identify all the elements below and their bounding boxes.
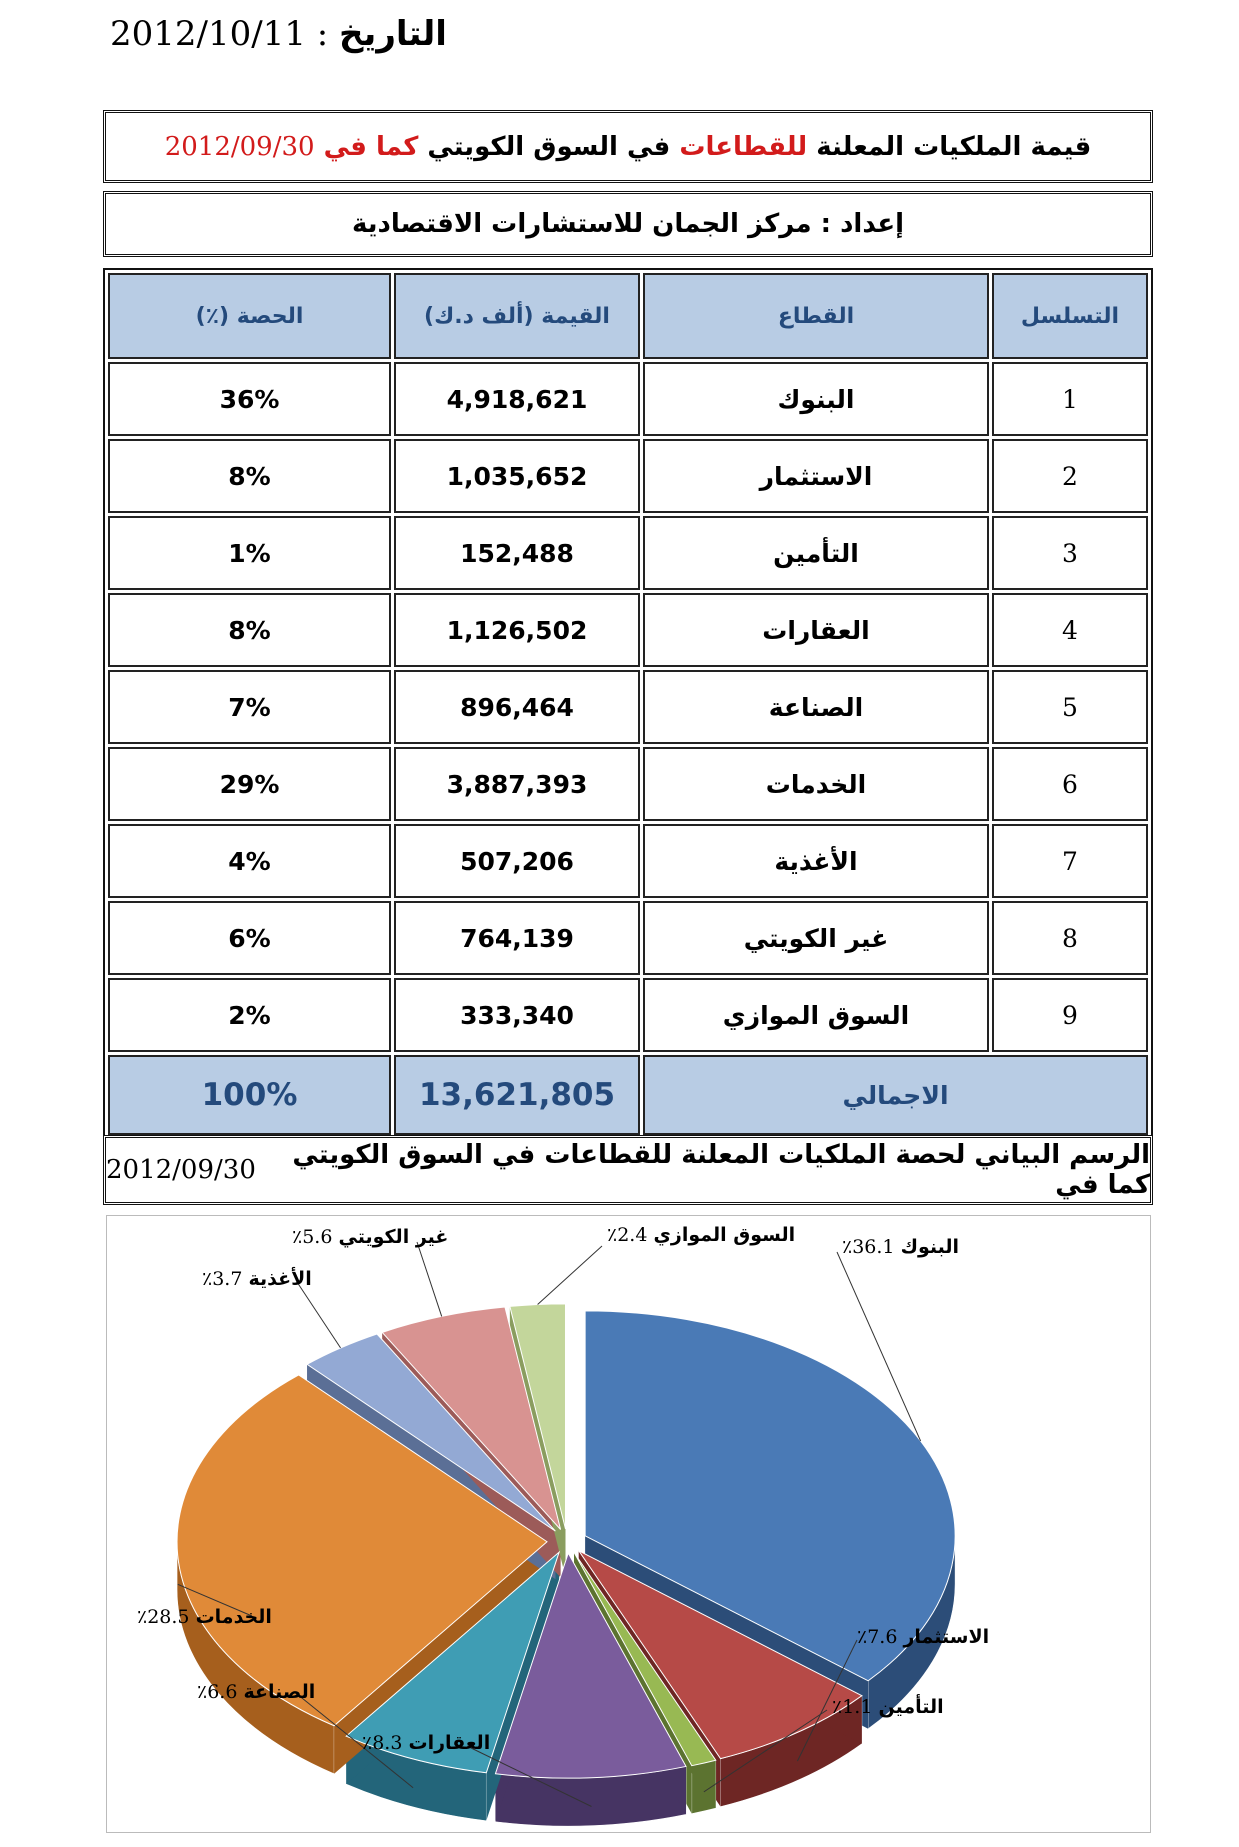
date-label: التاريخ (339, 14, 447, 54)
pie-label-value (292, 1226, 332, 1248)
row-value: 764,139 (394, 901, 640, 975)
row-seq: 3 (992, 516, 1148, 590)
pie-label-number: 8.3 (372, 1732, 403, 1754)
pie-label-value (202, 1268, 242, 1290)
row-sector: العقارات (643, 593, 989, 667)
table-row (108, 362, 1148, 436)
leader-line-غير الكويتي (417, 1242, 442, 1316)
row-sector: البنوك (643, 362, 989, 436)
row-seq: 9 (992, 978, 1148, 1052)
pie-label-number: 6.6 (207, 1681, 238, 1703)
row-value: 1,035,652 (394, 439, 640, 513)
row-share: 2% (108, 978, 391, 1052)
pie-chart-svg (107, 1216, 1152, 1834)
pie-label-unit: ٪ (857, 1626, 868, 1648)
chart-title-date: 2012/09/30 (106, 1155, 256, 1185)
pie-label-unit: ٪ (197, 1681, 208, 1703)
row-share: 8% (108, 593, 391, 667)
pie-label-value (607, 1224, 647, 1246)
row-value: 4,918,621 (394, 362, 640, 436)
pie-label-unit: ٪ (607, 1224, 618, 1246)
total-value: 13,621,805 (394, 1055, 640, 1135)
pie-label-value (137, 1606, 190, 1628)
pie-label (197, 1681, 315, 1703)
sector-table (103, 268, 1153, 1140)
row-sector: غير الكويتي (643, 901, 989, 975)
prepared-by: إعداد : مركز الجمان للاستشارات الاقتصادية (103, 191, 1153, 257)
pie-label (832, 1696, 944, 1718)
title-part1: قيمة الملكيات المعلنة (816, 131, 1092, 162)
row-seq: 6 (992, 747, 1148, 821)
row-seq: 4 (992, 593, 1148, 667)
pie-label-value (362, 1732, 402, 1754)
row-sector: الخدمات (643, 747, 989, 821)
pie-label-name: الأغذية (248, 1268, 312, 1290)
row-value: 1,126,502 (394, 593, 640, 667)
pie-label-name: البنوك (900, 1236, 960, 1258)
pie-label-number: 2.4 (617, 1224, 648, 1246)
row-share: 1% (108, 516, 391, 590)
pie-label-number: 1.1 (842, 1696, 873, 1718)
row-sector: التأمين (643, 516, 989, 590)
pie-label-unit: ٪ (292, 1226, 303, 1248)
table-row (108, 747, 1148, 821)
report-title (103, 110, 1153, 183)
table-row (108, 901, 1148, 975)
report-date: التاريخ : 2012/10/11 (110, 14, 447, 54)
pie-label-number: 36.1 (852, 1236, 895, 1258)
pie-label-unit: ٪ (137, 1606, 148, 1628)
prepared-by-label: إعداد (840, 209, 905, 239)
table-row (108, 824, 1148, 898)
row-share: 29% (108, 747, 391, 821)
table-row (108, 978, 1148, 1052)
row-sector: الاستثمار (643, 439, 989, 513)
row-seq: 5 (992, 670, 1148, 744)
pie-label-unit: ٪ (832, 1696, 843, 1718)
row-value: 3,887,393 (394, 747, 640, 821)
pie-label-number: 5.6 (302, 1226, 333, 1248)
title-part4: كما في (323, 131, 419, 162)
row-seq: 2 (992, 439, 1148, 513)
total-share: 100% (108, 1055, 391, 1135)
pie-label-unit: ٪ (362, 1732, 373, 1754)
leader-line-السوق الموازي (538, 1246, 602, 1305)
date-value: 2012/10/11 (110, 14, 306, 54)
row-seq: 1 (992, 362, 1148, 436)
leader-line-الأغذية (297, 1282, 341, 1348)
pie-label (202, 1268, 312, 1290)
pie-label-value (197, 1681, 237, 1703)
table-row (108, 439, 1148, 513)
row-share: 8% (108, 439, 391, 513)
header-seq: التسلسل (992, 273, 1148, 359)
pie-label-value (832, 1696, 872, 1718)
title-part3: في السوق الكويتي (427, 131, 671, 162)
row-value: 507,206 (394, 824, 640, 898)
pie-label-number: 28.5 (147, 1606, 190, 1628)
pie-label (842, 1236, 959, 1258)
table-row (108, 516, 1148, 590)
pie-label-name: الاستثمار (903, 1626, 990, 1648)
title-date: 2012/09/30 (164, 131, 315, 162)
pie-label-name: غير الكويتي (338, 1226, 449, 1248)
row-share: 6% (108, 901, 391, 975)
pie-label-value (842, 1236, 895, 1258)
row-share: 36% (108, 362, 391, 436)
total-row (108, 1055, 1148, 1135)
prepared-by-value: مركز الجمان للاستشارات الاقتصادية (351, 209, 812, 239)
pie-label-name: السوق الموازي (653, 1224, 796, 1246)
row-value: 896,464 (394, 670, 640, 744)
pie-label (292, 1226, 448, 1248)
total-label: الاجمالي (643, 1055, 1148, 1135)
row-sector: السوق الموازي (643, 978, 989, 1052)
row-sector: الأغذية (643, 824, 989, 898)
pie-label (607, 1224, 795, 1246)
row-sector: الصناعة (643, 670, 989, 744)
pie-label-value (857, 1626, 897, 1648)
pie-label-number: 7.6 (867, 1626, 898, 1648)
row-value: 333,340 (394, 978, 640, 1052)
row-value: 152,488 (394, 516, 640, 590)
pie-label-name: الخدمات (195, 1606, 272, 1628)
pie-label-name: التأمين (878, 1696, 944, 1718)
pie-label (137, 1606, 272, 1628)
row-seq: 7 (992, 824, 1148, 898)
pie-label-name: العقارات (408, 1732, 491, 1754)
table-header-row (108, 273, 1148, 359)
pie-label-name: الصناعة (243, 1681, 316, 1703)
header-sector: القطاع (643, 273, 989, 359)
header-value: القيمة (ألف د.ك) (394, 273, 640, 359)
row-share: 7% (108, 670, 391, 744)
header-share: الحصة (٪) (108, 273, 391, 359)
pie-label (857, 1626, 989, 1648)
pie-chart (106, 1215, 1151, 1833)
pie-label-unit: ٪ (202, 1268, 213, 1290)
table-row (108, 670, 1148, 744)
row-share: 4% (108, 824, 391, 898)
pie-label-unit: ٪ (842, 1236, 853, 1258)
table-row (108, 593, 1148, 667)
pie-label (362, 1732, 490, 1754)
chart-title (103, 1135, 1153, 1205)
title-part2: للقطاعات (679, 131, 808, 162)
chart-title-text: الرسم البياني لحصة الملكيات المعلنة للقطاعات في السوق الكويتي كما في (292, 1140, 1150, 1200)
row-seq: 8 (992, 901, 1148, 975)
pie-label-number: 3.7 (212, 1268, 243, 1290)
